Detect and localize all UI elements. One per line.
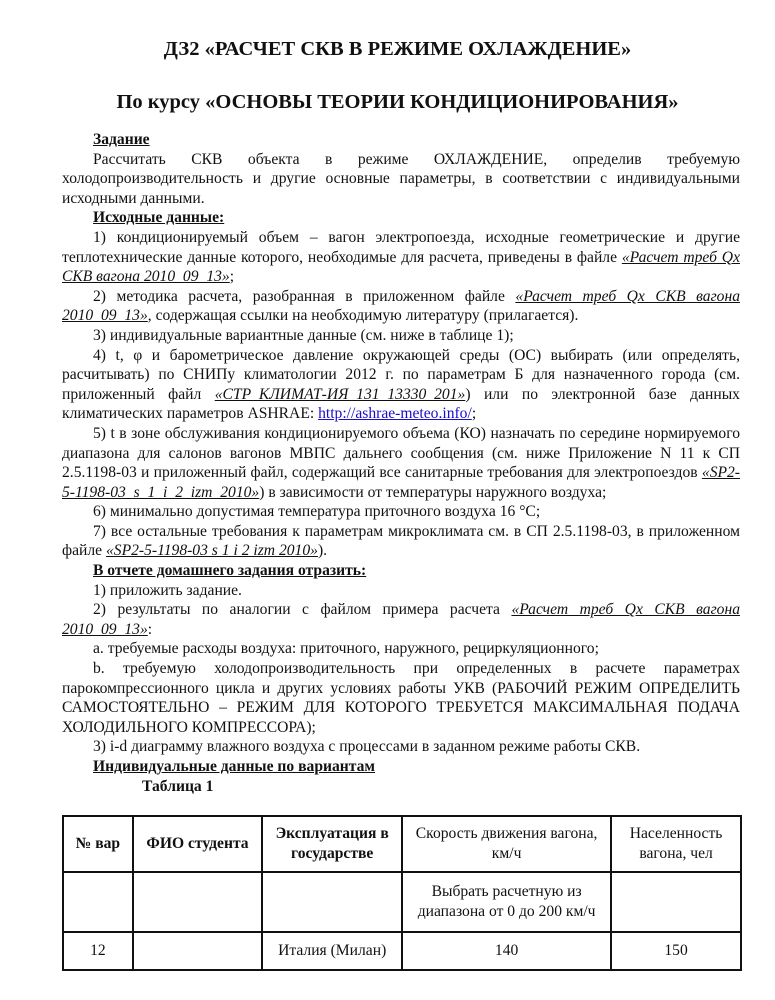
table-caption: Таблица 1 [142, 777, 214, 795]
file-link[interactable]: «SP2-5-1198-03_s_1_i_2_izm_2010» [62, 464, 740, 501]
table-cell: 12 [63, 932, 133, 970]
header-student: ФИО студента [133, 816, 263, 872]
header-occupancy: Населенность вагона, чел [611, 816, 741, 872]
text: 4) t, φ и барометрическое давление окружающей среды (ОС) выбирать (или определять, расчитывать) по СНИПу климатологии 2012 г. по параметрам Б для назначенного города (см. приложенный файл [62, 346, 740, 403]
ashrae-url-link[interactable]: http://ashrae-meteo.info/ [318, 405, 472, 423]
table-note-row [63, 872, 741, 932]
table-cell [133, 872, 263, 932]
text: : [147, 620, 153, 638]
text: ). [317, 542, 328, 560]
report-item-b: b. требуемую холодопроизводительность при определенных в расчете параметрах парокомпрессионного цикла и других условиях работы УКВ (РАБОЧИЙ РЕЖИМ ОПРЕДЕЛИТЬ САМОСТОЯТЕЛЬНО – РЕЖИМ ДЛЯ КОТОРОГО ТРЕБУЕТСЯ МАКСИМАЛЬНАЯ ПОДАЧА ХОЛОДИЛЬНОГО КОМПРЕССОРА); [62, 660, 740, 736]
table-cell [133, 932, 263, 970]
table-cell [611, 872, 741, 932]
report-item-1: 1) приложить задание. [93, 581, 242, 599]
text: 1) кондиционируемый объем – вагон электропоезда, исходные геометрические и другие теплотехнические данные которого, необходимые для расчета, приведены в файле [62, 228, 740, 266]
document-title: ДЗ2 «РАСЧЕТ СКВ В РЕЖИМЕ ОХЛАЖДЕНИЕ» [163, 38, 632, 60]
input-item-3: 3) индивидуальные вариантные данные (см. ниже в таблице 1); [93, 326, 514, 344]
input-item-4 [62, 346, 740, 424]
text: 7) все остальные требования к параметрам микроклимата см. в СП 2.5.1198-03, в приложенном файле [62, 522, 740, 560]
table-header-row [63, 816, 741, 872]
header-variant: № вар [63, 816, 133, 872]
variants-heading: Индивидуальные данные по вариантам [93, 758, 376, 775]
variants-table [62, 815, 742, 971]
text: 2) результаты по аналогии с файлом примера расчета [93, 601, 512, 619]
text: ) или по электронной базе данных климатических параметров ASHRAE: [62, 385, 740, 423]
file-link[interactable]: «Расчет треб Qх СКВ вагона 2010_09_13» [62, 601, 740, 638]
table-cell: Италия (Милан) [262, 932, 402, 970]
file-link[interactable]: «Расчет треб Qх СКВ вагона 2010_09_13» [62, 248, 740, 286]
header-country: Эксплуатация в государстве [262, 816, 402, 872]
table-cell [262, 872, 402, 932]
input-item-1 [62, 228, 740, 287]
task-text: Рассчитать СКВ объекта в режиме ОХЛАЖДЕНИЕ, определив требуемую холодопроизводительность и другие основные параметры, в соответствии с индивидуальными исходными данными. [62, 150, 740, 207]
file-link[interactable]: «SP2-5-1198-03 s 1 i 2 izm 2010» [105, 542, 318, 560]
report-item-a: a. требуемые расходы воздуха: приточного, наружного, рециркуляционного; [93, 640, 599, 658]
input-heading: Исходные данные: [93, 209, 225, 227]
task-heading: Задание [93, 131, 150, 148]
input-item-7 [62, 522, 740, 561]
text: 2) методика расчета, разобранная в приложенном файле [93, 287, 516, 305]
report-item-3: 3) i-d диаграмму влажного воздуха с процессами в заданном режиме работы СКВ. [93, 738, 641, 756]
input-item-2 [62, 287, 740, 326]
table-cell: 140 [402, 932, 611, 970]
table-row [63, 932, 741, 970]
text: , содержащая ссылки на необходимую литературу (прилагается). [147, 307, 579, 325]
table-cell: Выбрать расчетную из диапазона от 0 до 200 км/ч [402, 872, 611, 932]
input-item-6: 6) минимально допустимая температура приточного воздуха 16 °С; [93, 503, 541, 521]
header-speed: Скорость движения вагона, км/ч [402, 816, 611, 872]
text: ; [471, 405, 477, 423]
text: ) в зависимости от температуры наружного воздуха; [259, 483, 607, 501]
document-body [62, 130, 740, 796]
table-cell [63, 872, 133, 932]
report-heading: В отчете домашнего задания отразить: [93, 562, 367, 580]
table-cell: 150 [611, 932, 741, 970]
report-item-2 [62, 600, 740, 639]
course-title: По курсу «ОСНОВЫ ТЕОРИИ КОНДИЦИОНИРОВАНИЯ» [116, 91, 679, 113]
text: 5) t в зоне обслуживания кондиционируемого объема (КО) назначать по середине нормируемого диапазона для салонов вагонов МВПС дальнего сообщения (см. ниже Приложение N 11 к СП 2.5.1198-03 и приложенный файл, содержащий все санитарные требования для электропоездов [62, 424, 740, 482]
file-link[interactable]: «Расчет треб Qх СКВ вагона 2010_09_13» [62, 287, 741, 325]
input-item-5 [62, 424, 740, 502]
file-link[interactable]: «СТР_КЛИМАТ-ИЯ_131_13330_201» [214, 385, 466, 403]
text: ; [229, 268, 235, 286]
